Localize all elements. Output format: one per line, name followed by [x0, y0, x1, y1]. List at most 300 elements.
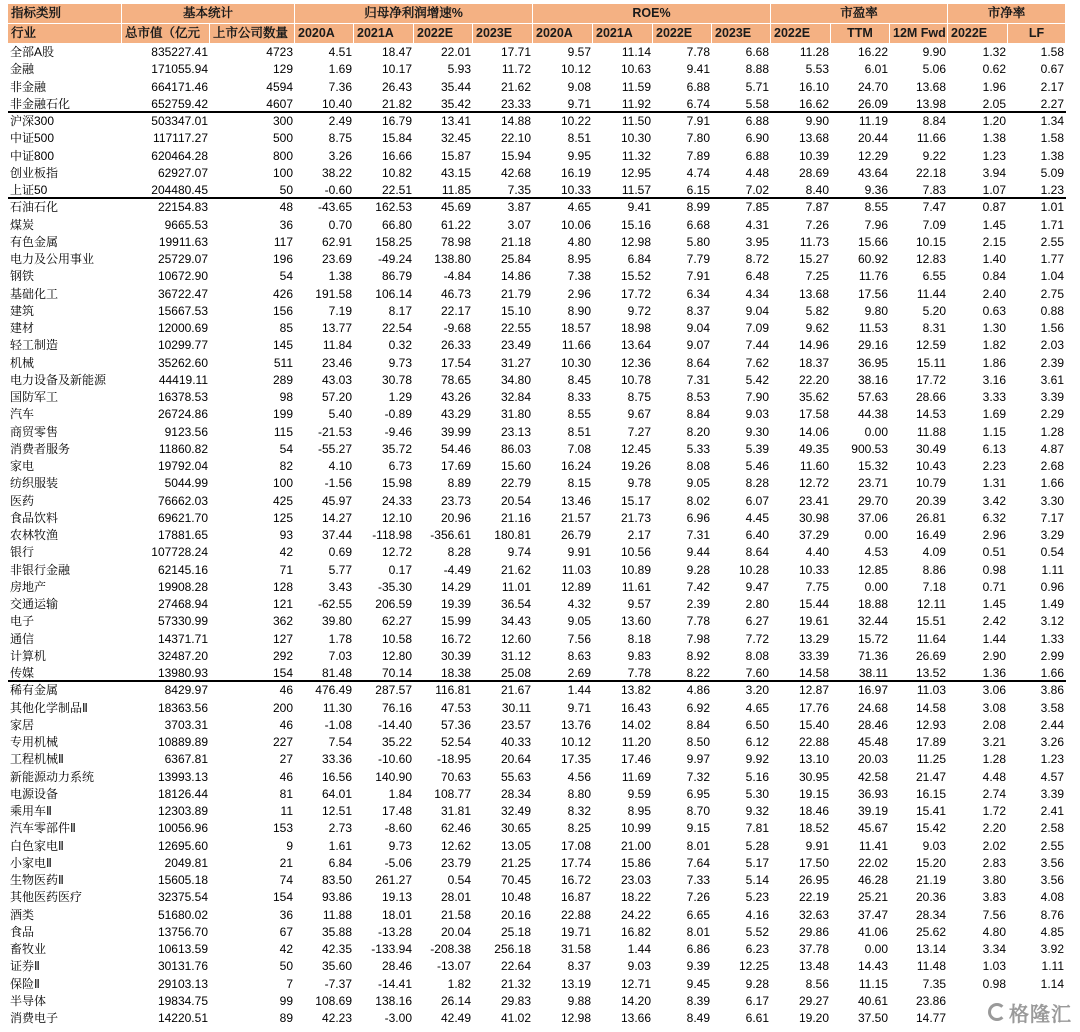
table-cell: 7.89 — [686, 148, 710, 163]
header-group-category: 指标类别 — [8, 4, 122, 24]
table-cell: 12.29 — [857, 148, 888, 163]
table-cell: 10056.96 — [157, 821, 208, 836]
table-cell: 17.72 — [620, 286, 651, 301]
table-cell: 12.72 — [798, 476, 829, 491]
table-cell: 8.49 — [686, 1011, 710, 1025]
table-cell: 12000.69 — [157, 321, 208, 335]
table-cell: 4.80 — [567, 234, 591, 249]
table-cell: 7.78 — [627, 666, 651, 680]
table-cell: 32487.20 — [157, 648, 208, 663]
table-cell: 16.87 — [560, 890, 591, 905]
table-row — [8, 872, 1066, 889]
table-cell: 76662.03 — [157, 493, 208, 508]
table-cell: 10.33 — [560, 183, 591, 197]
table-cell: 6.61 — [745, 1011, 769, 1025]
table-cell: 0.69 — [328, 545, 352, 560]
table-cell: 21.00 — [620, 838, 651, 853]
table-cell: 18.22 — [620, 890, 651, 905]
table-cell: 10.15 — [915, 234, 946, 249]
table-cell: 7.98 — [686, 631, 710, 646]
column-header-roe-2023e: 2023E — [712, 24, 771, 44]
table-cell: 93.86 — [321, 890, 352, 905]
table-cell: 13.77 — [321, 321, 352, 335]
table-cell: 26.81 — [915, 510, 946, 525]
table-cell: 3.34 — [982, 942, 1006, 956]
table-row — [8, 907, 1066, 924]
table-cell: 1.33 — [1040, 631, 1064, 646]
table-cell: 9.04 — [745, 303, 769, 318]
table-cell: 23.13 — [500, 424, 531, 439]
table-cell: 9665.53 — [164, 217, 208, 232]
table-cell: 29.86 — [798, 924, 829, 939]
table-cell: 121 — [272, 597, 293, 611]
table-cell: 4.57 — [1040, 769, 1064, 784]
table-cell: 43.64 — [857, 165, 888, 180]
table-cell: 9.15 — [686, 821, 710, 836]
table-cell: 1.45 — [982, 217, 1006, 232]
table-cell: 1.66 — [1040, 476, 1064, 491]
table-cell: 25.18 — [500, 924, 531, 939]
table-row — [8, 441, 1066, 458]
table-cell: 4.40 — [805, 545, 829, 560]
row-label: 消费者服务 — [10, 441, 71, 456]
table-cell: 10.12 — [560, 62, 591, 77]
table-cell: 9.72 — [627, 303, 651, 318]
table-cell: -18.95 — [436, 752, 471, 767]
table-cell: 8.88 — [745, 62, 769, 77]
table-cell: 8.84 — [686, 717, 710, 732]
table-cell: 16.82 — [620, 924, 651, 939]
table-cell: 7.27 — [627, 424, 651, 439]
table-cell: 11.72 — [501, 62, 531, 77]
row-label: 全部A股 — [10, 45, 55, 59]
table-cell: 8.95 — [567, 252, 591, 266]
table-cell: 10.82 — [381, 165, 412, 180]
table-cell: 15.16 — [620, 217, 651, 232]
row-label: 半导体 — [10, 993, 47, 1008]
table-cell: 23.41 — [798, 493, 829, 508]
table-cell: 29103.13 — [157, 976, 208, 991]
table-cell: 2.83 — [982, 855, 1006, 870]
table-cell: 15.44 — [798, 597, 829, 611]
table-cell: 51680.02 — [157, 907, 208, 922]
table-cell: 7.09 — [922, 217, 946, 232]
table-cell: 3.86 — [1040, 683, 1064, 698]
table-cell: 7.91 — [686, 114, 710, 128]
table-cell: 6.90 — [745, 131, 769, 146]
table-cell: 7.87 — [805, 200, 829, 215]
table-cell: 21.25 — [500, 855, 531, 870]
table-cell: 6.68 — [686, 217, 710, 232]
row-label: 农林牧渔 — [10, 528, 59, 542]
table-row — [8, 406, 1066, 423]
row-label: 非银行金融 — [10, 562, 71, 577]
table-cell: 11.64 — [916, 631, 946, 646]
table-cell: 5.39 — [745, 441, 769, 456]
table-cell: 2.90 — [982, 648, 1006, 663]
row-label: 新能源动力系统 — [10, 769, 95, 784]
table-cell: 43.15 — [440, 165, 471, 180]
table-cell: 5.40 — [328, 407, 352, 422]
table-cell: 8.92 — [686, 648, 710, 663]
table-cell: 18.88 — [857, 597, 888, 611]
table-cell: 7.72 — [745, 631, 769, 646]
table-cell: 3.30 — [1040, 493, 1064, 508]
table-row — [8, 976, 1066, 993]
table-cell: 7.96 — [864, 217, 888, 232]
table-cell: 11.61 — [621, 579, 651, 594]
table-row — [8, 665, 1066, 682]
table-row — [8, 389, 1066, 406]
row-label: 白色家电Ⅱ — [10, 838, 64, 853]
table-row — [8, 889, 1066, 906]
row-label: 工程机械Ⅱ — [10, 752, 64, 767]
table-cell: 9.39 — [686, 959, 710, 974]
table-cell: 11.92 — [621, 96, 651, 111]
table-cell: 8.72 — [745, 252, 769, 266]
table-row — [8, 44, 1066, 61]
table-cell: 7.42 — [686, 579, 710, 594]
table-cell: 15.42 — [915, 821, 946, 836]
table-cell: 3.26 — [328, 148, 352, 163]
table-cell: 15.40 — [798, 717, 829, 732]
table-cell: 16.22 — [857, 45, 888, 59]
table-cell: 23.33 — [500, 96, 531, 111]
table-cell: 62.46 — [440, 821, 471, 836]
row-label: 国防军工 — [10, 390, 59, 404]
table-cell: 6.32 — [982, 510, 1006, 525]
table-cell: 3.16 — [982, 372, 1006, 387]
table-cell: 9123.56 — [164, 424, 208, 439]
table-cell: 3703.31 — [164, 717, 208, 732]
row-label: 其他医药医疗 — [10, 890, 83, 905]
table-cell: 30.98 — [798, 510, 829, 525]
table-cell: 18.52 — [798, 821, 829, 836]
table-cell: 7.09 — [745, 321, 769, 335]
table-cell: 26.33 — [440, 338, 471, 353]
table-cell: 2.55 — [1040, 234, 1064, 249]
table-cell: 17.72 — [915, 372, 946, 387]
table-cell: 7.47 — [922, 200, 946, 215]
table-cell: 11.25 — [916, 752, 946, 767]
table-cell: 29.27 — [798, 993, 829, 1008]
table-cell: 8.51 — [567, 131, 591, 146]
table-cell: 287.57 — [375, 683, 412, 698]
table-cell: 8.70 — [686, 804, 710, 818]
table-cell: 13.98 — [915, 96, 946, 111]
table-cell: 196 — [272, 252, 293, 266]
table-cell: 17.54 — [440, 355, 471, 370]
table-cell: 20.44 — [857, 131, 888, 146]
table-cell: 13.52 — [915, 666, 946, 680]
table-cell: 43.03 — [321, 372, 352, 387]
table-cell: 23.49 — [500, 338, 531, 353]
table-row — [8, 475, 1066, 492]
table-cell: 10.12 — [560, 735, 591, 749]
table-cell: 21.58 — [440, 907, 471, 922]
table-cell: 10.58 — [381, 631, 412, 646]
table-cell: 664171.46 — [151, 79, 208, 94]
table-cell: 4.10 — [328, 459, 352, 473]
table-cell: 30.95 — [798, 769, 829, 784]
table-cell: 117 — [273, 234, 293, 249]
table-cell: 17.71 — [500, 45, 531, 59]
table-cell: 2.42 — [982, 614, 1006, 629]
table-cell: 7.02 — [745, 183, 769, 197]
table-cell: 154 — [272, 890, 293, 905]
table-cell: 22.02 — [857, 855, 888, 870]
table-cell: 22.55 — [500, 321, 531, 335]
table-cell: 2.03 — [1040, 338, 1064, 353]
row-label: 银行 — [10, 545, 35, 560]
table-row — [8, 493, 1066, 510]
table-cell: 227 — [272, 735, 293, 749]
table-cell: 7.36 — [328, 79, 352, 94]
table-cell: 89 — [279, 1011, 293, 1025]
table-cell: 98 — [279, 390, 293, 404]
table-cell: 7.79 — [686, 252, 710, 266]
table-cell: 10.39 — [798, 148, 829, 163]
table-cell: 2.27 — [1040, 96, 1064, 111]
table-cell: 2.39 — [686, 597, 710, 611]
table-cell: 8.86 — [922, 562, 946, 577]
table-row — [8, 199, 1066, 216]
table-cell: 0.54 — [447, 873, 471, 887]
table-cell: 78.98 — [440, 234, 471, 249]
table-row — [8, 372, 1066, 389]
table-cell: 8.64 — [745, 545, 769, 560]
table-cell: 2.23 — [982, 459, 1006, 473]
table-cell: 76.16 — [381, 700, 412, 715]
table-cell: 20.54 — [500, 493, 531, 508]
table-cell: 0.54 — [1040, 545, 1064, 560]
table-cell: 36.93 — [857, 786, 888, 801]
table-cell: 292 — [272, 648, 293, 663]
table-cell: 1.72 — [982, 804, 1006, 818]
table-cell: 6.13 — [982, 441, 1006, 456]
table-cell: 3.56 — [1040, 855, 1064, 870]
table-cell: 21.19 — [915, 873, 946, 887]
table-cell: 7.38 — [567, 269, 591, 284]
table-cell: 42 — [279, 545, 293, 560]
table-cell: 300 — [272, 114, 293, 128]
table-cell: 13.82 — [620, 683, 651, 698]
table-cell: 35.72 — [381, 441, 412, 456]
table-cell: 24.22 — [620, 907, 651, 922]
table-cell: 1.15 — [982, 424, 1006, 439]
table-cell: 156 — [272, 303, 293, 318]
table-cell: 7 — [286, 976, 293, 991]
table-cell: 5044.99 — [164, 476, 208, 491]
table-cell: 24.70 — [857, 79, 888, 94]
table-cell: 14371.71 — [157, 631, 208, 646]
table-cell: 23.73 — [440, 493, 471, 508]
table-cell: 29.16 — [857, 338, 888, 353]
table-cell: 206.59 — [375, 597, 412, 611]
table-cell: 19.20 — [798, 1011, 829, 1025]
table-cell: 8.02 — [686, 493, 710, 508]
row-label: 专用机械 — [10, 735, 59, 749]
table-cell: 61.22 — [440, 217, 471, 232]
table-cell: 43.26 — [440, 390, 471, 404]
table-cell: 261.27 — [375, 873, 412, 887]
table-row — [8, 217, 1066, 234]
table-row — [8, 682, 1066, 699]
table-cell: 12.51 — [321, 804, 352, 818]
table-cell: 35.22 — [381, 735, 412, 749]
table-cell: 14.96 — [798, 338, 829, 353]
table-cell: 19.15 — [798, 786, 829, 801]
table-cell: 70.45 — [500, 873, 531, 887]
table-cell: 38.11 — [858, 666, 888, 680]
table-row — [8, 355, 1066, 372]
table-cell: 22.88 — [560, 907, 591, 922]
table-row — [8, 320, 1066, 337]
table-cell: 30131.76 — [157, 959, 208, 974]
table-cell: 34.43 — [500, 614, 531, 629]
table-cell: 48 — [279, 200, 293, 215]
table-cell: -0.60 — [324, 183, 352, 197]
table-cell: 5.58 — [745, 96, 769, 111]
column-header-growth-2020a: 2020A — [295, 24, 354, 44]
table-cell: 18.47 — [381, 45, 412, 59]
table-cell: 8.39 — [686, 993, 710, 1008]
table-cell: 2.41 — [1040, 804, 1064, 818]
table-cell: 3.39 — [1040, 390, 1064, 404]
table-cell: 7.90 — [745, 390, 769, 404]
table-cell: 5.30 — [745, 786, 769, 801]
table-cell: 15667.53 — [157, 303, 208, 318]
table-cell: 7.81 — [745, 821, 769, 836]
table-cell: 9.71 — [567, 96, 591, 111]
header-column-row — [8, 24, 1066, 44]
table-cell: 46 — [279, 683, 293, 698]
table-cell: 5.42 — [745, 372, 769, 387]
table-cell: 31.80 — [500, 407, 531, 422]
table-cell: 62145.16 — [157, 562, 208, 577]
table-cell: 12.59 — [915, 338, 946, 353]
table-cell: 9.32 — [745, 804, 769, 818]
table-cell: 171055.94 — [151, 62, 208, 77]
table-cell: 17881.65 — [157, 528, 208, 542]
table-row — [8, 855, 1066, 872]
table-cell: 7.78 — [686, 614, 710, 629]
table-cell: 26.14 — [440, 993, 471, 1008]
table-cell: 108.77 — [434, 786, 471, 801]
table-cell: 46 — [279, 769, 293, 784]
table-cell: 30.11 — [501, 700, 531, 715]
table-cell: 2.05 — [982, 96, 1006, 111]
row-label: 证券Ⅱ — [10, 959, 40, 974]
table-cell: 4607 — [266, 96, 293, 111]
table-cell: 11.01 — [501, 579, 531, 594]
table-cell: 14.88 — [500, 114, 531, 128]
column-header-roe-2020a: 2020A — [533, 24, 593, 44]
table-cell: 9.62 — [805, 321, 829, 335]
table-cell: 2.99 — [1040, 648, 1064, 663]
row-label: 传媒 — [10, 666, 35, 680]
table-cell: 14.86 — [500, 269, 531, 284]
table-cell: 15.72 — [857, 631, 888, 646]
table-cell: 10.33 — [798, 562, 829, 577]
table-cell: 32.44 — [857, 614, 888, 629]
table-row — [8, 769, 1066, 786]
table-cell: 13.41 — [440, 114, 471, 128]
table-cell: 47.53 — [440, 700, 471, 715]
table-cell: 426 — [272, 286, 293, 301]
table-cell: 38.22 — [321, 165, 352, 180]
table-cell: 4.80 — [982, 924, 1006, 939]
table-cell: 16.62 — [798, 96, 829, 111]
table-cell: 21.62 — [500, 79, 531, 94]
table-cell: 14220.51 — [157, 1011, 208, 1025]
table-row — [8, 924, 1066, 941]
row-label: 电源设备 — [10, 786, 59, 801]
table-cell: 180.81 — [494, 528, 531, 542]
column-header-growth-2022e: 2022E — [414, 24, 473, 44]
table-cell: -356.61 — [430, 528, 471, 542]
table-cell: 0.32 — [388, 338, 412, 353]
table-cell: 37.78 — [798, 942, 829, 956]
table-cell: 4.87 — [1040, 441, 1064, 456]
row-label: 稀有金属 — [10, 683, 59, 698]
table-cell: 10672.90 — [157, 269, 208, 284]
table-cell: 8.37 — [567, 959, 591, 974]
table-cell: 9.57 — [627, 597, 651, 611]
table-cell: 2.96 — [567, 286, 591, 301]
table-cell: 1.49 — [1040, 597, 1064, 611]
table-cell: 26.79 — [560, 528, 591, 542]
table-cell: 9.07 — [686, 338, 710, 353]
table-cell: 0.67 — [1040, 62, 1064, 77]
table-cell: 6.96 — [686, 510, 710, 525]
table-cell: 15.17 — [620, 493, 651, 508]
table-cell: 12.98 — [560, 1011, 591, 1025]
table-cell: 10.22 — [560, 114, 591, 128]
table-cell: 30.65 — [500, 821, 531, 836]
table-cell: 11.19 — [858, 114, 888, 128]
table-cell: 71.36 — [857, 648, 888, 663]
row-label: 酒类 — [10, 907, 35, 922]
table-cell: 23.86 — [915, 993, 946, 1008]
table-cell: 13.29 — [798, 631, 829, 646]
table-cell: 9.36 — [864, 183, 888, 197]
table-cell: 9.91 — [805, 838, 829, 853]
table-cell: 10.99 — [620, 821, 651, 836]
table-cell: 34.80 — [500, 372, 531, 387]
table-cell: -7.37 — [324, 976, 352, 991]
table-cell: 3.94 — [982, 165, 1006, 180]
table-cell: 6.12 — [745, 735, 769, 749]
table-cell: 9.74 — [507, 545, 531, 560]
table-cell: 11.14 — [621, 45, 651, 59]
table-cell: 4.85 — [1040, 924, 1064, 939]
table-cell: 18.57 — [560, 321, 591, 335]
table-cell: 36 — [279, 217, 293, 232]
table-cell: 1.32 — [982, 45, 1006, 59]
table-cell: 57.36 — [440, 717, 471, 732]
table-cell: 3.08 — [982, 700, 1006, 715]
table-cell: 8.18 — [627, 631, 651, 646]
table-row — [8, 148, 1066, 165]
table-cell: 26724.86 — [157, 407, 208, 422]
table-row — [8, 527, 1066, 544]
column-header-roe-2021a: 2021A — [593, 24, 653, 44]
table-cell: 37.44 — [321, 528, 352, 542]
table-row — [8, 234, 1066, 251]
table-cell: 26.69 — [915, 648, 946, 663]
table-row — [8, 96, 1066, 113]
